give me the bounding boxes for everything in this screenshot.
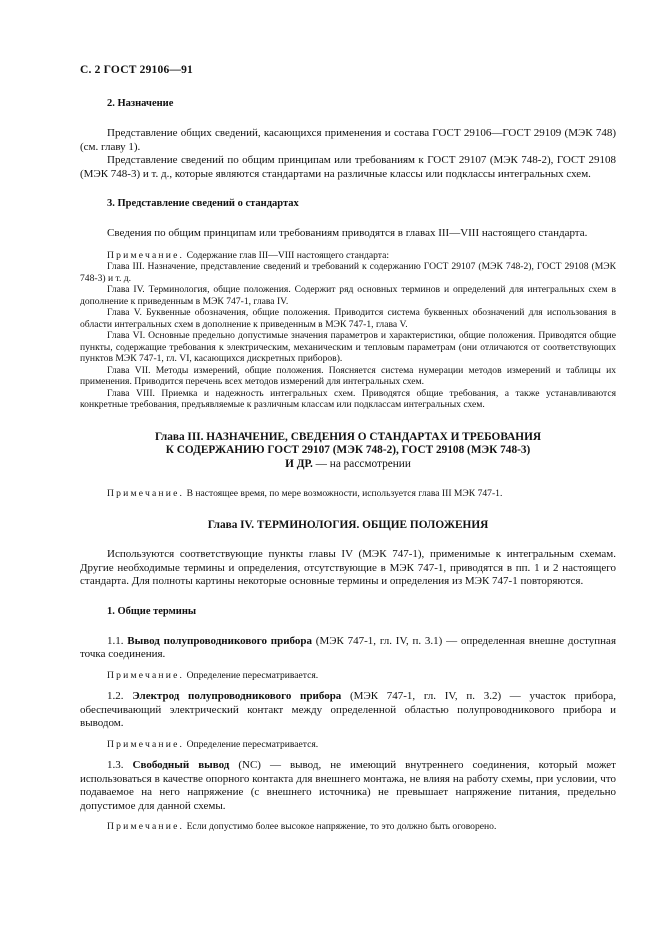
note-chapter-7: Глава VII. Методы измерений, общие положения. Поясняется система нумерации методов измерений и таблицы их применения. Приводится перечень всех методов измерений для интегральных схем. [80,364,616,387]
page-header: С. 2 ГОСТ 29106—91 [80,64,193,76]
term-name: Вывод полупроводникового прибора [127,634,313,647]
note-text: В настоящее время, по мере возможности, используется глава III МЭК 747-1. [184,488,503,499]
note-chapter-4: Глава IV. Терминология, общие положения. Содержит ряд основных терминов и определений для интегральных схем в дополнение к приведенным в МЭК 747-1, глава IV. [80,284,616,307]
term-name: Электрод полупроводникового прибора [132,690,342,702]
term-1-2-note [80,739,616,751]
section-3-title: 3. Представление сведений о стандартах [107,198,299,209]
note-label: Примечание. [107,669,185,681]
note-text: Содержание глав III—VIII настоящего стандарта: [184,249,390,261]
term-1-2 [80,690,616,731]
term-definition: (МЭК 747-1, гл. IV, п. 3.2) — участок прибора, обеспечивающий электрический контакт между определенной областью полупроводникового прибора и выводом. [80,690,617,729]
section-general-terms-title: 1. Общие термины [107,605,197,617]
note-label: Примечание. [107,249,185,261]
section-2-paragraph-2: Представление сведений по общим принципам или требованиям к ГОСТ 29107 (МЭК 748-2), ГОСТ 29108 (МЭК 748-3) и т. д., которые являются стандартами на различные классы или подклассы интегральных схем. [80,154,616,180]
chapter-3-title-line-3 [80,458,616,472]
document-page [80,64,616,833]
chapter-4-title: Глава IV. ТЕРМИНОЛОГИЯ. ОБЩИЕ ПОЛОЖЕНИЯ [207,518,489,531]
term-1-3-note [80,821,616,833]
section-2-paragraph-1: Представление общих сведений, касающихся применения и состава ГОСТ 29106—ГОСТ 29109 (МЭК 748) (см. главу 1). [80,127,616,153]
note-chapter-3: Глава III. Назначение, представление сведений и требований к содержанию ГОСТ 29107 (МЭК 748-2), ГОСТ 29108 (МЭК 748-3) и т. д. [80,261,616,284]
term-1-1-note [80,670,616,682]
note-chapter-5: Глава V. Буквенные обозначения, общие положения. Приводится система буквенных обозначений для использования в области интегральных схем в дополнение к приведенным в МЭК 747-1, глава V. [80,307,616,330]
term-number: 1.2. [107,690,133,702]
note-chapter-8: Глава VIII. Приемка и надежность интегральных схем. Приводятся общие требования, а также устанавливаются конкретные требования, предъявляемые к различным классам или подклассам интегральных схем. [80,387,616,410]
term-name: Свободный вывод [132,759,230,771]
chapter-3-title-line-2: К СОДЕРЖАНИЮ ГОСТ 29107 (МЭК 748-2), ГОСТ 29108 (МЭК 748-3) [165,444,531,456]
chapter-3-title-bold: И ДР. [285,457,313,470]
note-chapter-6: Глава VI. Основные предельно допустимые значения параметров и характеристики, общие положения. Приводятся общие пункты, содержащие требования к электрическим, механическим и тепловым параметрам (они отличаются от соответствующих пунктов МЭК 747-1, гл. VI, касающихся дискретных приборов). [80,330,616,364]
term-number: 1.1. [107,634,128,647]
term-1-1 [80,635,616,662]
note-label: Примечание. [107,738,185,750]
section-2-title: 2. Назначение [107,98,174,109]
note-text: Определение пересматривается. [184,669,319,681]
note-text: Если допустимо более высокое напряжение, то это должно быть оговорено. [184,821,497,832]
chapter-3-note [80,488,616,500]
term-definition: (МЭК 747-1, гл. IV, п. 3.1) — определенная внешне доступная точка соединения. [80,634,616,660]
term-1-3 [80,759,616,813]
chapter-3-title-line-1: Глава III. НАЗНАЧЕНИЕ, СВЕДЕНИЯ О СТАНДАРТАХ И ТРЕБОВАНИЯ [154,430,542,443]
note-label: Примечание. [107,488,185,499]
note-label: Примечание. [107,821,185,832]
term-number: 1.3. [107,759,133,771]
note-text: Определение пересматривается. [184,738,319,750]
section-3-note [80,250,616,262]
term-definition: (NC) — вывод, не имеющий внутреннего соединения, который может использоваться в качестве опорного контакта для внешнего монтажа, не влияя на работу схемы, при условии, что подаваемое на него напряжение (с внешнего источника) не превышает напряжение питания, предельно допустимое для данной схемы. [80,759,616,812]
chapter-4-intro: Используются соответствующие пункты главы IV (МЭК 747-1), применимые к интегральным схемам. Другие необходимые термины и определения, отсутствующие в МЭК 747-1, приводятся в пп. 1 и 2 настоящего стандарта. Для полноты картины некоторые основные термины и определения из МЭК 747-1 повторяются. [80,548,616,587]
chapter-3-title-status: — на рассмотрении [312,457,411,470]
section-3-paragraph-1: Сведения по общим принципам или требованиям приводятся в главах III—VIII настоящего стандарта. [107,227,588,239]
